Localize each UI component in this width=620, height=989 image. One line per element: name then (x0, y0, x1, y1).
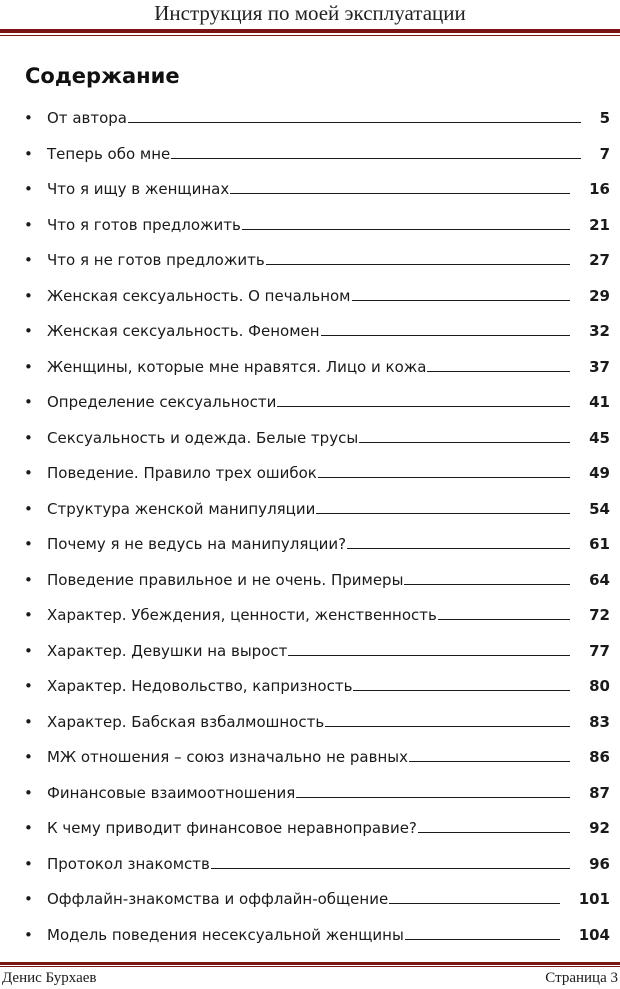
toc-entry-line (47, 811, 570, 847)
bullet-icon: • (24, 464, 33, 482)
toc-entry-line (47, 350, 570, 386)
header-rule-thin (0, 35, 620, 36)
toc-entry[interactable] (0, 456, 620, 492)
toc-entry[interactable] (0, 669, 620, 705)
toc-entry-title: Финансовые взаимоотношения (47, 783, 296, 802)
toc-entry-line (47, 421, 570, 457)
toc-leader-line (325, 725, 570, 727)
bullet-icon: • (24, 570, 33, 589)
toc-entry[interactable] (0, 740, 620, 776)
toc-entry-line (47, 492, 570, 528)
toc-entry-line (47, 705, 570, 741)
toc-entry-title: Характер. Убеждения, ценности, женственность (47, 606, 437, 624)
toc-entry-title: Что я не готов предложить (47, 251, 265, 269)
toc-entry[interactable] (0, 492, 620, 528)
toc-page-number: 104 (578, 925, 610, 944)
toc-leader-line (242, 228, 570, 230)
toc-leader-line (171, 157, 580, 159)
toc-entry-line (47, 918, 560, 954)
toc-leader-line (266, 263, 570, 265)
document-header-title: Инструкция по моей эксплуатации (154, 1, 466, 25)
toc-heading: Содержание (25, 64, 180, 88)
bullet-icon: • (24, 712, 33, 731)
toc-leader-line (409, 760, 570, 762)
toc-entry-line (47, 669, 570, 705)
toc-page-number: 27 (589, 251, 610, 269)
toc-page-number: 101 (578, 890, 610, 908)
toc-entry-line (47, 385, 570, 421)
toc-entry-title: Теперь обо мне (47, 144, 171, 163)
toc-entry[interactable] (0, 350, 620, 386)
toc-page-number: 21 (589, 215, 610, 234)
toc-entry-title: Женщины, которые мне нравятся. Лицо и кожа (47, 357, 427, 376)
toc-entry-title: Поведение. Правило трех ошибок (47, 464, 317, 482)
toc-entry[interactable] (0, 137, 620, 173)
toc-entry[interactable] (0, 314, 620, 350)
toc-entry-line (47, 527, 570, 563)
toc-entry[interactable] (0, 563, 620, 599)
toc-page-number: 41 (589, 393, 610, 411)
toc-leader-line (418, 831, 570, 833)
toc-entry-line (47, 882, 560, 918)
toc-leader-line (427, 370, 570, 372)
toc-page-number: 16 (589, 180, 610, 198)
toc-entry[interactable] (0, 705, 620, 741)
toc-leader-line (230, 192, 570, 194)
toc-entry-line (47, 279, 570, 315)
bullet-icon: • (24, 748, 33, 766)
toc-leader-line (352, 299, 571, 301)
toc-page-number: 45 (589, 428, 610, 447)
toc-page-number: 61 (589, 535, 610, 553)
toc-entry-line (47, 634, 570, 670)
toc-page-number: 37 (589, 357, 610, 376)
bullet-icon: • (24, 677, 33, 695)
toc-entry-title: Структура женской манипуляции (47, 499, 316, 518)
toc-entry-title: Характер. Недовольство, капризность (47, 677, 353, 695)
toc-leader-line (353, 689, 570, 691)
toc-entry-title: Что я ищу в женщинах (47, 180, 230, 198)
toc-leader-line (277, 405, 570, 407)
toc-entry[interactable] (0, 279, 620, 315)
bullet-icon: • (24, 819, 33, 837)
toc-entry-line (47, 314, 570, 350)
bullet-icon: • (24, 499, 33, 518)
bullet-icon: • (24, 215, 33, 234)
toc-list (0, 101, 620, 953)
toc-entry-line (47, 847, 570, 883)
toc-entry[interactable] (0, 208, 620, 244)
toc-entry-line (47, 598, 570, 634)
toc-leader-line (288, 654, 570, 656)
bullet-icon: • (24, 286, 33, 305)
footer-author: Денис Бурхаев (2, 970, 97, 986)
bullet-icon: • (24, 783, 33, 802)
toc-page-number: 49 (589, 464, 610, 482)
toc-entry-title: Сексуальность и одежда. Белые трусы (47, 428, 359, 447)
toc-entry[interactable] (0, 634, 620, 670)
footer-rule-thick (0, 962, 620, 965)
toc-entry-title: Определение сексуальности (47, 393, 277, 411)
bullet-icon: • (24, 144, 33, 163)
toc-entry-line (47, 456, 570, 492)
toc-entry-title: МЖ отношения – союз изначально не равных (47, 748, 408, 766)
toc-entry-line (47, 172, 570, 208)
toc-entry-title: Что я готов предложить (47, 215, 241, 234)
toc-leader-line (438, 618, 570, 620)
toc-page-number: 80 (589, 677, 610, 695)
toc-page-number: 64 (589, 570, 610, 589)
bullet-icon: • (24, 925, 33, 944)
toc-entry-title: Протокол знакомств (47, 854, 210, 873)
toc-entry[interactable] (0, 811, 620, 847)
toc-entry[interactable] (0, 385, 620, 421)
toc-entry-line (47, 137, 581, 173)
bullet-icon: • (24, 322, 33, 340)
toc-entry-title: От автора (47, 109, 127, 127)
toc-page-number: 29 (589, 286, 610, 305)
toc-entry-line (47, 776, 570, 812)
toc-leader-line (211, 867, 570, 869)
toc-entry-title: К чему приводит финансовое неравноправие? (47, 819, 417, 837)
toc-page-number: 92 (589, 819, 610, 837)
bullet-icon: • (24, 393, 33, 411)
bullet-icon: • (24, 535, 33, 553)
bullet-icon: • (24, 251, 33, 269)
toc-entry[interactable] (0, 598, 620, 634)
header-rule-thick (0, 29, 620, 33)
toc-leader-line (389, 902, 560, 904)
toc-entry-title: Женская сексуальность. Феномен (47, 322, 320, 340)
bullet-icon: • (24, 357, 33, 376)
toc-entry-title: Женская сексуальность. О печальном (47, 286, 351, 305)
bullet-icon: • (24, 180, 33, 198)
toc-leader-line (296, 796, 570, 798)
toc-entry-title: Характер. Девушки на вырост (47, 641, 288, 660)
toc-entry-title: Поведение правильное и не очень. Примеры (47, 570, 404, 589)
bullet-icon: • (24, 890, 33, 908)
toc-entry-line (47, 243, 570, 279)
toc-entry[interactable] (0, 172, 620, 208)
toc-page-number: 32 (589, 322, 610, 340)
toc-entry-title: Модель поведения несексуальной женщины (47, 925, 404, 944)
toc-leader-line (318, 476, 570, 478)
toc-entry[interactable] (0, 101, 620, 137)
bullet-icon: • (24, 641, 33, 660)
toc-page-number: 83 (589, 712, 610, 731)
toc-page-number: 77 (589, 641, 610, 660)
toc-entry-line (47, 563, 570, 599)
toc-entry[interactable] (0, 882, 620, 918)
toc-entry[interactable] (0, 776, 620, 812)
toc-entry[interactable] (0, 847, 620, 883)
toc-page-number: 5 (599, 109, 610, 127)
toc-leader-line (321, 334, 571, 336)
toc-page-number: 7 (599, 144, 610, 163)
toc-entry[interactable] (0, 421, 620, 457)
footer-page-number: Страница 3 (545, 970, 618, 986)
toc-page-number: 87 (589, 783, 610, 802)
toc-page-number: 54 (589, 499, 610, 518)
toc-page-number: 86 (589, 748, 610, 766)
toc-leader-line (316, 512, 570, 514)
toc-leader-line (359, 441, 570, 443)
toc-entry-line (47, 740, 570, 776)
bullet-icon: • (24, 428, 33, 447)
toc-entry-title: Почему я не ведусь на манипуляции? (47, 535, 347, 553)
toc-entry-line (47, 101, 581, 137)
toc-page-number: 72 (589, 606, 610, 624)
toc-leader-line (128, 121, 581, 123)
toc-entry-title: Характер. Бабская взбалмошность (47, 712, 325, 731)
toc-page-number: 96 (589, 854, 610, 873)
toc-leader-line (347, 547, 570, 549)
toc-leader-line (405, 938, 560, 940)
toc-entry-title: Оффлайн-знакомства и оффлайн-общение (47, 890, 389, 908)
bullet-icon: • (24, 854, 33, 873)
toc-entry-line (47, 208, 570, 244)
toc-leader-line (404, 583, 570, 585)
toc-entry[interactable] (0, 918, 620, 954)
bullet-icon: • (24, 606, 33, 624)
toc-entry[interactable] (0, 527, 620, 563)
toc-entry[interactable] (0, 243, 620, 279)
bullet-icon: • (24, 109, 33, 127)
